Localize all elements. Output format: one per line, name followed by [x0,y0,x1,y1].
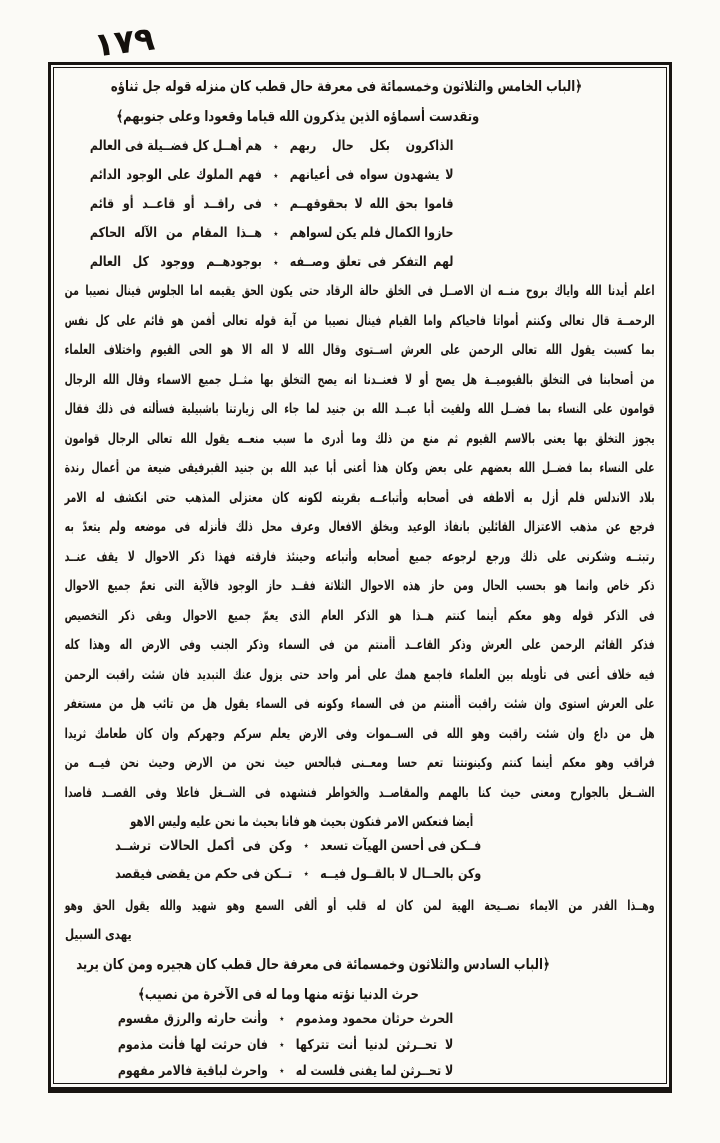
chapter-536-opening-poem [118,1006,453,1084]
verse-separator-icon: ٭ [273,169,279,182]
verse-hemistich-right: الذاكرون بكل حال ربهم [290,138,454,154]
verse-separator-icon: ٭ [303,866,309,880]
verse-hemistich-left: فى راقــد أو قاعــد أو قائم [90,196,263,212]
prose-line: فرجع عن مذهب الاعتزال القائلين بانفاذ الوعيد وبخلق الافعال وعرف محل ذلك فأنزله فى موضعه ولم يتعدّ به [65,519,655,535]
verse-hemistich-left: وأنت حارثه والرزق مقسوم [118,1011,269,1027]
verse-separator-icon: ٭ [273,198,279,211]
prose-line: يجوز التخلق بها يعنى بالاسم القيوم ثم منع من ذلك وما أدرى ما سبب منعــه يقول الله تعالى الرجال قوامون [65,430,655,447]
verse-hemistich-left: هم أهــل كل فضــيلة فى العالم [90,138,263,154]
verse-hemistich-left: فهم الملوك على الوجود الدائم [90,167,263,183]
prose-line: رتبتــه وشكرنى على ذلك ورجع لرجوعه جميع أصحابه وأتباعه وحينئذ فارقته فهذا ذكر الاحوال لا يقف عنــد [65,548,655,565]
verse-separator-icon: ٭ [279,1064,285,1077]
prose-line: فراقب وهو معكم أينما كنتم وكينونتنا تعم حسا ومعــنى فبالحس حيث نحن من الارض وحيث نحن فيــه من [65,755,655,771]
verse-hemistich-right: لا تحــرثن لما يفنى فلست له [296,1063,454,1079]
prose-line: قوامون على النساء بما فضــل الله ولقيت أبا عبــد الله بن جنيد لما جاء الى زيارتنا باشبيلية فسألته فى ذلك فقال [65,401,655,417]
verse-hemistich-right: وكن بالحــال لا بالقــول فيــه [319,865,482,882]
prose-line: هل من داع وان شئت راقبت وهو الله فى الســموات وفى الارض يعلم سركم وجهركم وان كان طعامك ثريدا [65,725,655,742]
verse-separator-icon: ٭ [279,1038,285,1051]
verse-separator-icon: ٭ [273,140,279,153]
verse-separator-icon: ٭ [303,838,309,852]
prose-line: فيه خلاف أعنى فى تأويله بين العلماء فاجمع همك على أمر واحد حتى يزول عنك التبديد فان شئت راقبت الرحمن [65,666,655,683]
page-border-frame [48,62,672,1093]
chapter-535-heading [65,72,655,132]
verse-hemistich-right: قاموا بحق الله لا بحقوقهــم [290,196,454,212]
heading-line: ﴿الباب الخامس والثلاثون وخمسمائة فى معرفة حال قطب كان منزله قوله جل ثناؤه [110,79,582,95]
closing-line: وهــذا القدر من الايماء نصــيحة الهية لمن كان له قلب أو ألقى السمع وهو شهيد والله يقول الحق وهو [65,897,655,914]
prose-line: اعلم أيدنا الله واياك بروح منــه ان الاصــل فى الخلق حالة الرقاد حتى يكون الحق يقيمه اما الجلوس فينال نصيبا من [65,283,655,299]
verse-hemistich-left: فان حرثت لها فأنت مذموم [118,1037,269,1053]
page-number: ١٧٩ [91,18,157,65]
heading-line: ﴿الباب السادس والثلاثون وخمسمائة فى معرفة حال قطب كان هجيره ومن كان يريد [76,957,550,973]
verse-hemistich-right: لا تحــرثن لدنيا أنت تتركها [296,1037,454,1053]
verse-separator-icon: ٭ [273,227,279,240]
prose-line: على العرش استوى وان شئت راقبت أأمنتم من فى السماء وكونه فى السماء يقول هل من تائب هل من مستغفر [65,696,655,712]
prose-final-line: أيضا فنعكس الامر فنكون بحيث هو فانا بحيث ما نحن عليه وليس الاهو [130,814,474,830]
text-area [53,67,667,1084]
verse-hemistich-left: واحرث لباقية فالامر مفهوم [118,1063,269,1079]
prose-line: بلاد الاندلس فلم أزل به ألاطفه فى أصحابه وأتباعــه بقريته لكونه كان معتزلى المذهب حتى انكشف له الامر [65,489,655,506]
verse-hemistich-left: هــذا المقام من الآله الحاكم [90,225,263,241]
verse-separator-icon: ٭ [279,1012,285,1025]
heading-line: وتقدست أسماؤه الذين يذكرون الله قياما وقعودا وعلى جنوبهم﴾ [116,109,480,125]
prose-line: الرحمــة قال تعالى وكنتم أمواتا فاحياكم واما القيام فينال نصيبا من آية قوله تعالى أفمن هو قائم على كل نفس [65,312,655,329]
verse-hemistich-left: بوجودهــم ووجود كل العالم [90,254,263,270]
verse-hemistich-right: الحرث حرثان محمود ومذموم [296,1011,454,1027]
prose-line: فى الذكر قوله وهو معكم أينما كنتم هــذا هو الذكر العام الذى يعمّ جميع الاحوال وبقى ذكر التخصيص [65,607,655,624]
prose-line: فذكر القائم الرحمن على العرش وذكر القاعــد أأمنتم من فى السماء وذكر الجنب وفى الارض اله وهذا كله [65,637,655,653]
prose-line: الشــغل بالجوارح ومعنى حيث كنا بالهمم والمقاصــد والخواطر فنشهده فى الشــغل فاعلا وفى القصــد قاصدا [65,784,655,801]
closing-tail-line: يهدى السبيل [65,927,132,943]
verse-separator-icon: ٭ [273,256,279,269]
chapter-535-prose [65,277,655,808]
verse-hemistich-right: لا يشهدون سواه فى أعيانهم [290,167,454,183]
verse-hemistich-right: حازوا الكمال فلم يكن لسواهم [290,225,454,241]
heading-line: حرث الدنيا نؤته منها وما له فى الآخرة من نصيب﴾ [137,987,419,1003]
verse-hemistich-left: تــكن فى حكم من يقضى فيقصد [114,865,292,882]
chapter-535-opening-poem [90,132,454,277]
prose-line: بما كسبت يقول الله تعالى الرحمن على العرش اســتوى وقال الله لا اله الا هو الحى القيوم واختلاف العلماء [65,342,655,358]
verse-hemistich-left: وكن فى أكمل الحالات ترشــد [114,837,292,854]
prose-line: ذكر خاص وانما هو بحسب الحال ومن حاز هذه الاحوال الثلاثة فقــد حاز الوجود فالآية التى تعمّ جميع الاحوال [65,578,655,594]
prose-line: على النساء بما فضــل الله بعضهم على بعض وكان هذا أعنى أبا عبد الله بن جنيد القبرفيقى ضيعة من أعمال رندة [65,460,655,476]
verse-hemistich-right: فــكن فى أحسن الهيآت تسعد [319,837,482,854]
verse-hemistich-right: لهم التفكر فى تعلق وصــفه [290,254,454,270]
chapter-535-advice-poem [115,832,481,888]
chapter-536-heading [65,950,655,1010]
prose-line: من أصحابنا فى التخلق بالقيوميــة هل يصح أو لا فعنــدنا انه يصح التخلق بها مثــل جميع الاسماء وقال الله الرجال [65,371,655,388]
